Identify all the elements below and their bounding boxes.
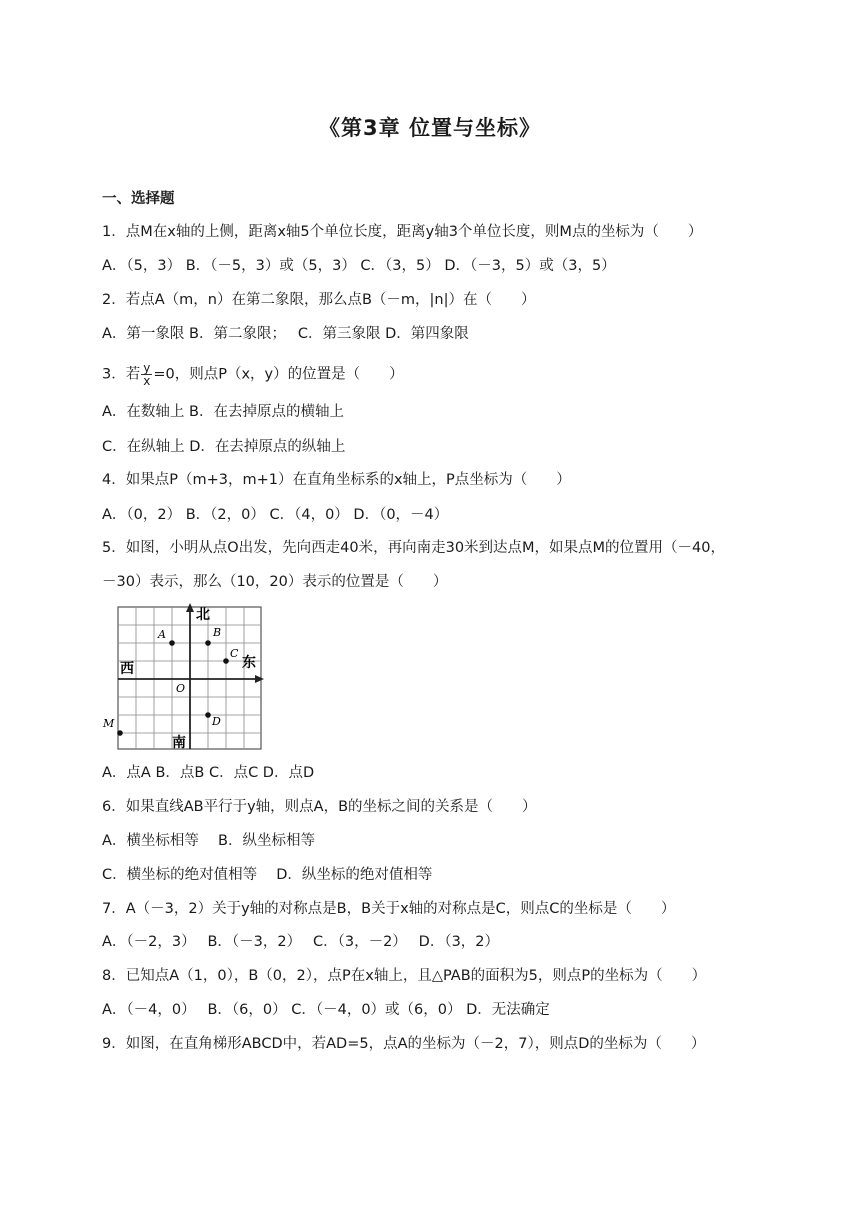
question-4-options: A．（0，2） B．（2，0） C．（4，0） D．（0，－4） [102, 507, 449, 523]
question-1-options: A．（5，3） B．（－5，3）或（5，3） C．（3，5） D．（－3，5）或（3，5） [102, 258, 616, 274]
label-point-a: A [158, 628, 166, 641]
question-3-options-2: C．在纵轴上 D．在去掉原点的纵轴上 [102, 439, 346, 455]
section-heading: 一、选择题 [102, 191, 175, 207]
point-b-dot [205, 640, 211, 646]
east-arrow-icon [255, 675, 264, 683]
question-3-stem-prefix: 3．若 [102, 366, 141, 383]
label-south: 南 [172, 735, 186, 751]
label-point-b: B [213, 626, 222, 639]
direction-grid-figure [100, 603, 265, 751]
fraction-numerator: y [143, 361, 151, 375]
document-title: 《第3章 位置与坐标》 [319, 116, 541, 140]
question-4-stem: 4．如果点P（m+3，m+1）在直角坐标系的x轴上，P点坐标为（ ） [102, 472, 571, 488]
question-3-options-1: A．在数轴上 B．在去掉原点的横轴上 [102, 404, 344, 420]
fraction-denominator: x [143, 374, 151, 388]
point-a-dot [169, 640, 175, 646]
label-west: 西 [120, 661, 134, 677]
label-point-c: C [230, 647, 239, 660]
question-3-stem [102, 362, 404, 387]
question-6-options-1: A．横坐标相等 B．纵坐标相等 [102, 833, 315, 849]
label-north: 北 [196, 607, 210, 623]
question-2-stem: 2．若点A（m，n）在第二象限，那么点B（－m，|n|）在（ ） [102, 292, 536, 308]
label-east: 东 [242, 655, 256, 671]
question-5-stem-line-1: 5．如图，小明从点O出发，先向西走40米，再向南走30米到达点M，如果点M的位置用（－40， [102, 540, 726, 556]
question-7-stem: 7．A（－3，2）关于y轴的对称点是B，B关于x轴的对称点是C，则点C的坐标是（ ） [102, 901, 676, 917]
question-7-options: A．（－2，3） B．（－3，2） C．（3，－2） D．（3，2） [102, 934, 500, 950]
question-3-stem-suffix: =0，则点P（x，y）的位置是（ ） [153, 366, 404, 383]
question-9-stem: 9．如图，在直角梯形ABCD中，若AD=5，点A的坐标为（－2，7），则点D的坐标为（ ） [102, 1036, 706, 1052]
question-8-options: A．（－4，0） B．（6，0） C．（－4，0）或（6，0） D．无法确定 [102, 1002, 550, 1018]
point-c-dot [223, 658, 229, 664]
question-2-options: A．第一象限 B．第二象限； C．第三象限 D．第四象限 [102, 326, 469, 342]
label-point-m: M [103, 717, 115, 730]
question-5-options: A．点A B．点B C．点C D．点D [102, 765, 315, 781]
point-d-dot [205, 712, 211, 718]
question-8-stem: 8．已知点A（1，0），B（0，2），点P在x轴上，且△PAB的面积为5，则点P的坐标为（ ） [102, 968, 707, 984]
fraction-y-over-x [141, 362, 152, 387]
question-6-options-2: C．横坐标的绝对值相等 D．纵坐标的绝对值相等 [102, 867, 433, 883]
question-5-stem-line-2: －30）表示，那么（10，20）表示的位置是（ ） [102, 574, 448, 590]
label-origin: O [176, 682, 186, 695]
point-m-dot [117, 730, 123, 736]
label-point-d: D [212, 715, 221, 728]
question-6-stem: 6．如果直线AB平行于y轴，则点A，B的坐标之间的关系是（ ） [102, 799, 537, 815]
question-1-stem: 1．点M在x轴的上侧，距离x轴5个单位长度，距离y轴3个单位长度，则M点的坐标为（ ） [102, 224, 703, 240]
